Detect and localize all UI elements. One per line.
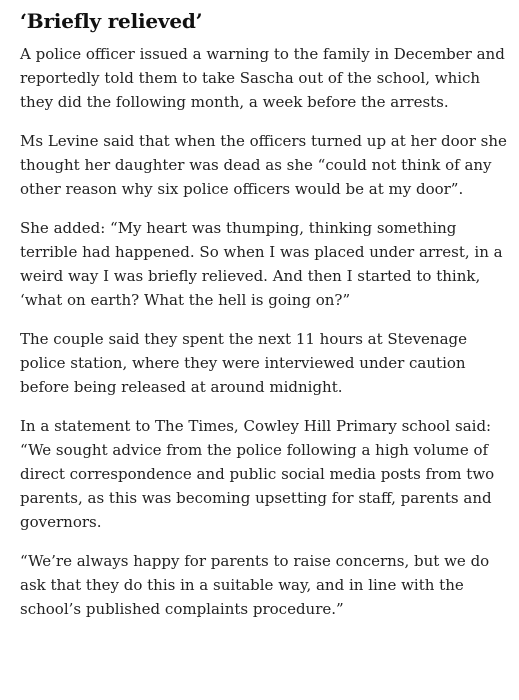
article-paragraph: Ms Levine said that when the officers turned up at her door she thought her daughter was dead as she “could not think of any other reason why six police officers would be at my door”. (20, 132, 507, 198)
article-body (20, 6, 514, 636)
article-paragraph: “We’re always happy for parents to raise concerns, but we do ask that they do this in a suitable way, and in line with the school’s published complaints procedure.” (20, 552, 490, 618)
article-paragraph: The couple said they spent the next 11 hours at Stevenage police station, where they were interviewed under caution before being released at around midnight. (20, 330, 468, 396)
article-paragraph: A police officer issued a warning to the family in December and reportedly told them to take Sascha out of the school, which they did the following month, a week before the arrests. (20, 45, 505, 111)
article-paragraph: In a statement to The Times, Cowley Hill Primary school said: “We sought advice from the police following a high volume of direct correspondence and public social media posts from two parents, as this was becoming upsetting for staff, parents and governors. (20, 417, 495, 531)
article-paragraph: She added: “My heart was thumping, thinking something terrible had happened. So when I was placed under arrest, in a weird way I was briefly relieved. And then I started to think, ‘what on earth? What the hell is going on?” (20, 219, 503, 309)
section-subheading: ‘Briefly relieved’ (20, 9, 203, 33)
